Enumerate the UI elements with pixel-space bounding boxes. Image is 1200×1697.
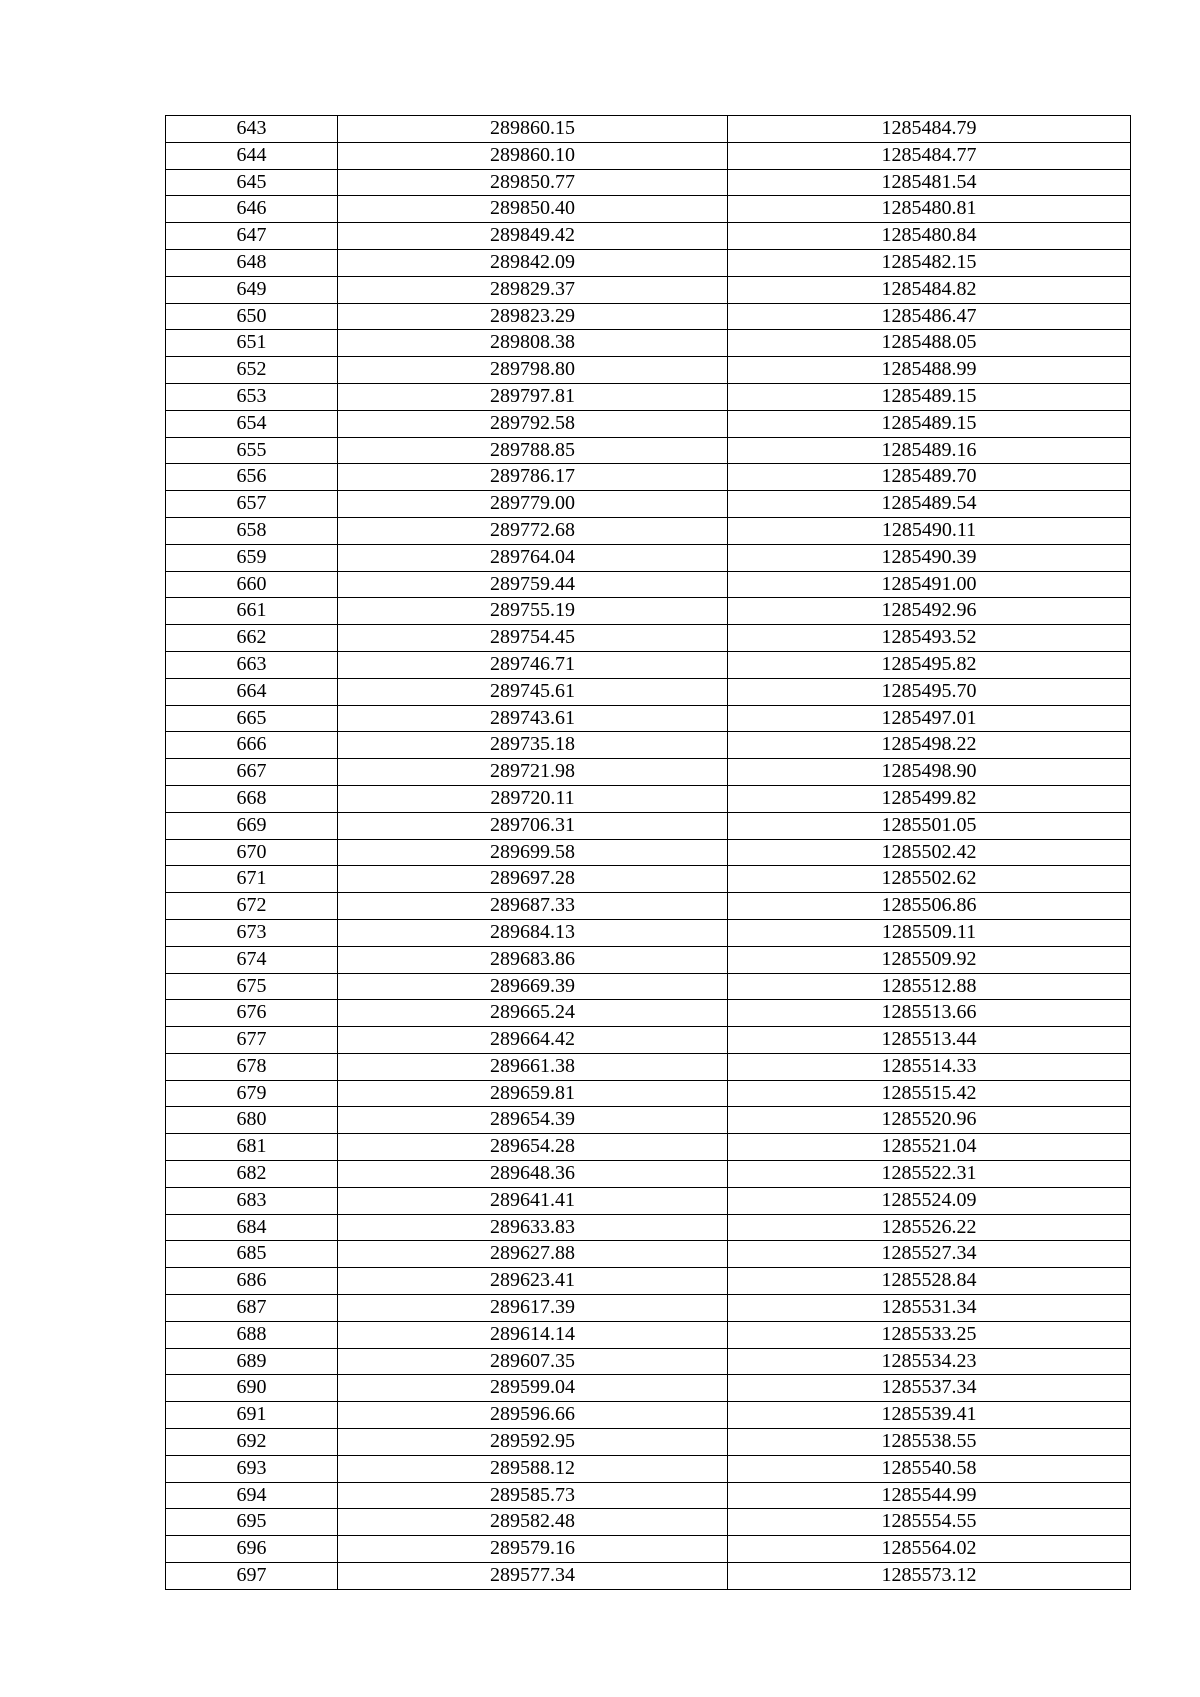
- y-coordinate-cell: 1285490.39: [728, 544, 1131, 571]
- point-number-cell: 691: [166, 1402, 338, 1429]
- x-coordinate-cell: 289669.39: [338, 973, 728, 1000]
- x-coordinate-cell: 289772.68: [338, 517, 728, 544]
- point-number-cell: 658: [166, 517, 338, 544]
- table-row: [166, 1080, 1131, 1107]
- y-coordinate-cell: 1285526.22: [728, 1214, 1131, 1241]
- table-row: [166, 1214, 1131, 1241]
- point-number-cell: 660: [166, 571, 338, 598]
- table-row: [166, 1187, 1131, 1214]
- y-coordinate-cell: 1285501.05: [728, 812, 1131, 839]
- x-coordinate-cell: 289697.28: [338, 866, 728, 893]
- y-coordinate-cell: 1285509.11: [728, 919, 1131, 946]
- table-row: [166, 732, 1131, 759]
- table-row: [166, 1000, 1131, 1027]
- table-row: [166, 464, 1131, 491]
- point-number-cell: 649: [166, 276, 338, 303]
- y-coordinate-cell: 1285524.09: [728, 1187, 1131, 1214]
- point-number-cell: 661: [166, 598, 338, 625]
- x-coordinate-cell: 289664.42: [338, 1027, 728, 1054]
- y-coordinate-cell: 1285493.52: [728, 625, 1131, 652]
- x-coordinate-cell: 289850.40: [338, 196, 728, 223]
- y-coordinate-cell: 1285502.62: [728, 866, 1131, 893]
- point-number-cell: 675: [166, 973, 338, 1000]
- point-number-cell: 646: [166, 196, 338, 223]
- y-coordinate-cell: 1285489.54: [728, 491, 1131, 518]
- point-number-cell: 653: [166, 383, 338, 410]
- point-number-cell: 697: [166, 1563, 338, 1590]
- x-coordinate-cell: 289588.12: [338, 1455, 728, 1482]
- x-coordinate-cell: 289579.16: [338, 1536, 728, 1563]
- x-coordinate-cell: 289786.17: [338, 464, 728, 491]
- x-coordinate-cell: 289755.19: [338, 598, 728, 625]
- point-number-cell: 686: [166, 1268, 338, 1295]
- x-coordinate-cell: 289614.14: [338, 1321, 728, 1348]
- table-row: [166, 812, 1131, 839]
- point-number-cell: 644: [166, 142, 338, 169]
- table-row: [166, 571, 1131, 598]
- point-number-cell: 676: [166, 1000, 338, 1027]
- table-row: [166, 919, 1131, 946]
- x-coordinate-cell: 289699.58: [338, 839, 728, 866]
- y-coordinate-cell: 1285490.11: [728, 517, 1131, 544]
- table-row: [166, 625, 1131, 652]
- x-coordinate-cell: 289592.95: [338, 1429, 728, 1456]
- y-coordinate-cell: 1285533.25: [728, 1321, 1131, 1348]
- table-row: [166, 1348, 1131, 1375]
- point-number-cell: 664: [166, 678, 338, 705]
- point-number-cell: 650: [166, 303, 338, 330]
- table-row: [166, 169, 1131, 196]
- y-coordinate-cell: 1285514.33: [728, 1053, 1131, 1080]
- x-coordinate-cell: 289849.42: [338, 223, 728, 250]
- table-row: [166, 1027, 1131, 1054]
- table-row: [166, 893, 1131, 920]
- table-row: [166, 303, 1131, 330]
- table-row: [166, 973, 1131, 1000]
- y-coordinate-cell: 1285480.84: [728, 223, 1131, 250]
- y-coordinate-cell: 1285534.23: [728, 1348, 1131, 1375]
- y-coordinate-cell: 1285492.96: [728, 598, 1131, 625]
- point-number-cell: 683: [166, 1187, 338, 1214]
- y-coordinate-cell: 1285488.99: [728, 357, 1131, 384]
- table-row: [166, 1482, 1131, 1509]
- y-coordinate-cell: 1285484.79: [728, 116, 1131, 143]
- y-coordinate-cell: 1285537.34: [728, 1375, 1131, 1402]
- y-coordinate-cell: 1285484.82: [728, 276, 1131, 303]
- table-row: [166, 517, 1131, 544]
- table-row: [166, 142, 1131, 169]
- x-coordinate-cell: 289687.33: [338, 893, 728, 920]
- x-coordinate-cell: 289764.04: [338, 544, 728, 571]
- table-row: [166, 276, 1131, 303]
- table-row: [166, 1375, 1131, 1402]
- y-coordinate-cell: 1285544.99: [728, 1482, 1131, 1509]
- y-coordinate-cell: 1285499.82: [728, 785, 1131, 812]
- point-number-cell: 663: [166, 651, 338, 678]
- point-number-cell: 689: [166, 1348, 338, 1375]
- x-coordinate-cell: 289721.98: [338, 759, 728, 786]
- point-number-cell: 688: [166, 1321, 338, 1348]
- x-coordinate-cell: 289754.45: [338, 625, 728, 652]
- table-row: [166, 357, 1131, 384]
- x-coordinate-cell: 289633.83: [338, 1214, 728, 1241]
- point-number-cell: 647: [166, 223, 338, 250]
- y-coordinate-cell: 1285498.90: [728, 759, 1131, 786]
- y-coordinate-cell: 1285486.47: [728, 303, 1131, 330]
- x-coordinate-cell: 289706.31: [338, 812, 728, 839]
- x-coordinate-cell: 289661.38: [338, 1053, 728, 1080]
- y-coordinate-cell: 1285573.12: [728, 1563, 1131, 1590]
- x-coordinate-cell: 289746.71: [338, 651, 728, 678]
- table-row: [166, 410, 1131, 437]
- table-row: [166, 759, 1131, 786]
- y-coordinate-cell: 1285481.54: [728, 169, 1131, 196]
- x-coordinate-cell: 289665.24: [338, 1000, 728, 1027]
- table-row: [166, 866, 1131, 893]
- point-number-cell: 662: [166, 625, 338, 652]
- x-coordinate-cell: 289577.34: [338, 1563, 728, 1590]
- table-row: [166, 491, 1131, 518]
- point-number-cell: 659: [166, 544, 338, 571]
- table-row: [166, 839, 1131, 866]
- point-number-cell: 679: [166, 1080, 338, 1107]
- x-coordinate-cell: 289627.88: [338, 1241, 728, 1268]
- point-number-cell: 694: [166, 1482, 338, 1509]
- y-coordinate-cell: 1285506.86: [728, 893, 1131, 920]
- x-coordinate-cell: 289808.38: [338, 330, 728, 357]
- point-number-cell: 673: [166, 919, 338, 946]
- point-number-cell: 682: [166, 1161, 338, 1188]
- x-coordinate-cell: 289850.77: [338, 169, 728, 196]
- y-coordinate-cell: 1285502.42: [728, 839, 1131, 866]
- table-row: [166, 1268, 1131, 1295]
- table-row: [166, 785, 1131, 812]
- table-row: [166, 223, 1131, 250]
- x-coordinate-cell: 289683.86: [338, 946, 728, 973]
- table-row: [166, 705, 1131, 732]
- point-number-cell: 685: [166, 1241, 338, 1268]
- y-coordinate-cell: 1285521.04: [728, 1134, 1131, 1161]
- table-row: [166, 1161, 1131, 1188]
- point-number-cell: 656: [166, 464, 338, 491]
- x-coordinate-cell: 289607.35: [338, 1348, 728, 1375]
- x-coordinate-cell: 289720.11: [338, 785, 728, 812]
- y-coordinate-cell: 1285480.81: [728, 196, 1131, 223]
- point-number-cell: 695: [166, 1509, 338, 1536]
- x-coordinate-cell: 289743.61: [338, 705, 728, 732]
- table-row: [166, 437, 1131, 464]
- x-coordinate-cell: 289641.41: [338, 1187, 728, 1214]
- point-number-cell: 671: [166, 866, 338, 893]
- y-coordinate-cell: 1285489.15: [728, 410, 1131, 437]
- table-row: [166, 196, 1131, 223]
- y-coordinate-cell: 1285531.34: [728, 1295, 1131, 1322]
- x-coordinate-cell: 289860.15: [338, 116, 728, 143]
- point-number-cell: 654: [166, 410, 338, 437]
- y-coordinate-cell: 1285488.05: [728, 330, 1131, 357]
- point-number-cell: 643: [166, 116, 338, 143]
- point-number-cell: 687: [166, 1295, 338, 1322]
- x-coordinate-cell: 289745.61: [338, 678, 728, 705]
- table-row: [166, 1455, 1131, 1482]
- point-number-cell: 666: [166, 732, 338, 759]
- x-coordinate-cell: 289798.80: [338, 357, 728, 384]
- table-row: [166, 1402, 1131, 1429]
- table-row: [166, 544, 1131, 571]
- y-coordinate-cell: 1285509.92: [728, 946, 1131, 973]
- table-row: [166, 330, 1131, 357]
- y-coordinate-cell: 1285513.66: [728, 1000, 1131, 1027]
- table-row: [166, 1295, 1131, 1322]
- point-number-cell: 652: [166, 357, 338, 384]
- point-number-cell: 677: [166, 1027, 338, 1054]
- point-number-cell: 690: [166, 1375, 338, 1402]
- y-coordinate-cell: 1285522.31: [728, 1161, 1131, 1188]
- point-number-cell: 684: [166, 1214, 338, 1241]
- y-coordinate-cell: 1285540.58: [728, 1455, 1131, 1482]
- table-row: [166, 651, 1131, 678]
- x-coordinate-cell: 289596.66: [338, 1402, 728, 1429]
- point-number-cell: 692: [166, 1429, 338, 1456]
- table-row: [166, 598, 1131, 625]
- y-coordinate-cell: 1285498.22: [728, 732, 1131, 759]
- table-row: [166, 678, 1131, 705]
- y-coordinate-cell: 1285515.42: [728, 1080, 1131, 1107]
- table-row: [166, 383, 1131, 410]
- point-number-cell: 681: [166, 1134, 338, 1161]
- point-number-cell: 672: [166, 893, 338, 920]
- y-coordinate-cell: 1285528.84: [728, 1268, 1131, 1295]
- x-coordinate-cell: 289735.18: [338, 732, 728, 759]
- point-number-cell: 696: [166, 1536, 338, 1563]
- x-coordinate-cell: 289599.04: [338, 1375, 728, 1402]
- x-coordinate-cell: 289684.13: [338, 919, 728, 946]
- y-coordinate-cell: 1285491.00: [728, 571, 1131, 598]
- point-number-cell: 657: [166, 491, 338, 518]
- point-number-cell: 668: [166, 785, 338, 812]
- x-coordinate-cell: 289797.81: [338, 383, 728, 410]
- point-number-cell: 670: [166, 839, 338, 866]
- x-coordinate-cell: 289829.37: [338, 276, 728, 303]
- y-coordinate-cell: 1285564.02: [728, 1536, 1131, 1563]
- coordinate-table-body: [166, 116, 1131, 1590]
- point-number-cell: 669: [166, 812, 338, 839]
- x-coordinate-cell: 289823.29: [338, 303, 728, 330]
- x-coordinate-cell: 289617.39: [338, 1295, 728, 1322]
- x-coordinate-cell: 289654.28: [338, 1134, 728, 1161]
- table-row: [166, 1321, 1131, 1348]
- table-row: [166, 1536, 1131, 1563]
- point-number-cell: 674: [166, 946, 338, 973]
- point-number-cell: 645: [166, 169, 338, 196]
- table-row: [166, 116, 1131, 143]
- table-row: [166, 1429, 1131, 1456]
- coordinate-table: [165, 115, 1131, 1590]
- table-row: [166, 1241, 1131, 1268]
- x-coordinate-cell: 289582.48: [338, 1509, 728, 1536]
- x-coordinate-cell: 289788.85: [338, 437, 728, 464]
- table-row: [166, 1134, 1131, 1161]
- y-coordinate-cell: 1285520.96: [728, 1107, 1131, 1134]
- y-coordinate-cell: 1285539.41: [728, 1402, 1131, 1429]
- x-coordinate-cell: 289759.44: [338, 571, 728, 598]
- y-coordinate-cell: 1285482.15: [728, 249, 1131, 276]
- table-row: [166, 1563, 1131, 1590]
- y-coordinate-cell: 1285538.55: [728, 1429, 1131, 1456]
- y-coordinate-cell: 1285495.82: [728, 651, 1131, 678]
- x-coordinate-cell: 289779.00: [338, 491, 728, 518]
- y-coordinate-cell: 1285489.70: [728, 464, 1131, 491]
- point-number-cell: 678: [166, 1053, 338, 1080]
- x-coordinate-cell: 289648.36: [338, 1161, 728, 1188]
- x-coordinate-cell: 289659.81: [338, 1080, 728, 1107]
- x-coordinate-cell: 289842.09: [338, 249, 728, 276]
- x-coordinate-cell: 289654.39: [338, 1107, 728, 1134]
- y-coordinate-cell: 1285489.15: [728, 383, 1131, 410]
- x-coordinate-cell: 289860.10: [338, 142, 728, 169]
- y-coordinate-cell: 1285497.01: [728, 705, 1131, 732]
- point-number-cell: 693: [166, 1455, 338, 1482]
- table-row: [166, 249, 1131, 276]
- x-coordinate-cell: 289792.58: [338, 410, 728, 437]
- y-coordinate-cell: 1285484.77: [728, 142, 1131, 169]
- point-number-cell: 651: [166, 330, 338, 357]
- y-coordinate-cell: 1285489.16: [728, 437, 1131, 464]
- point-number-cell: 648: [166, 249, 338, 276]
- table-row: [166, 1107, 1131, 1134]
- y-coordinate-cell: 1285495.70: [728, 678, 1131, 705]
- y-coordinate-cell: 1285512.88: [728, 973, 1131, 1000]
- table-row: [166, 1053, 1131, 1080]
- y-coordinate-cell: 1285513.44: [728, 1027, 1131, 1054]
- x-coordinate-cell: 289623.41: [338, 1268, 728, 1295]
- point-number-cell: 680: [166, 1107, 338, 1134]
- table-row: [166, 946, 1131, 973]
- x-coordinate-cell: 289585.73: [338, 1482, 728, 1509]
- table-row: [166, 1509, 1131, 1536]
- point-number-cell: 667: [166, 759, 338, 786]
- point-number-cell: 665: [166, 705, 338, 732]
- y-coordinate-cell: 1285527.34: [728, 1241, 1131, 1268]
- y-coordinate-cell: 1285554.55: [728, 1509, 1131, 1536]
- point-number-cell: 655: [166, 437, 338, 464]
